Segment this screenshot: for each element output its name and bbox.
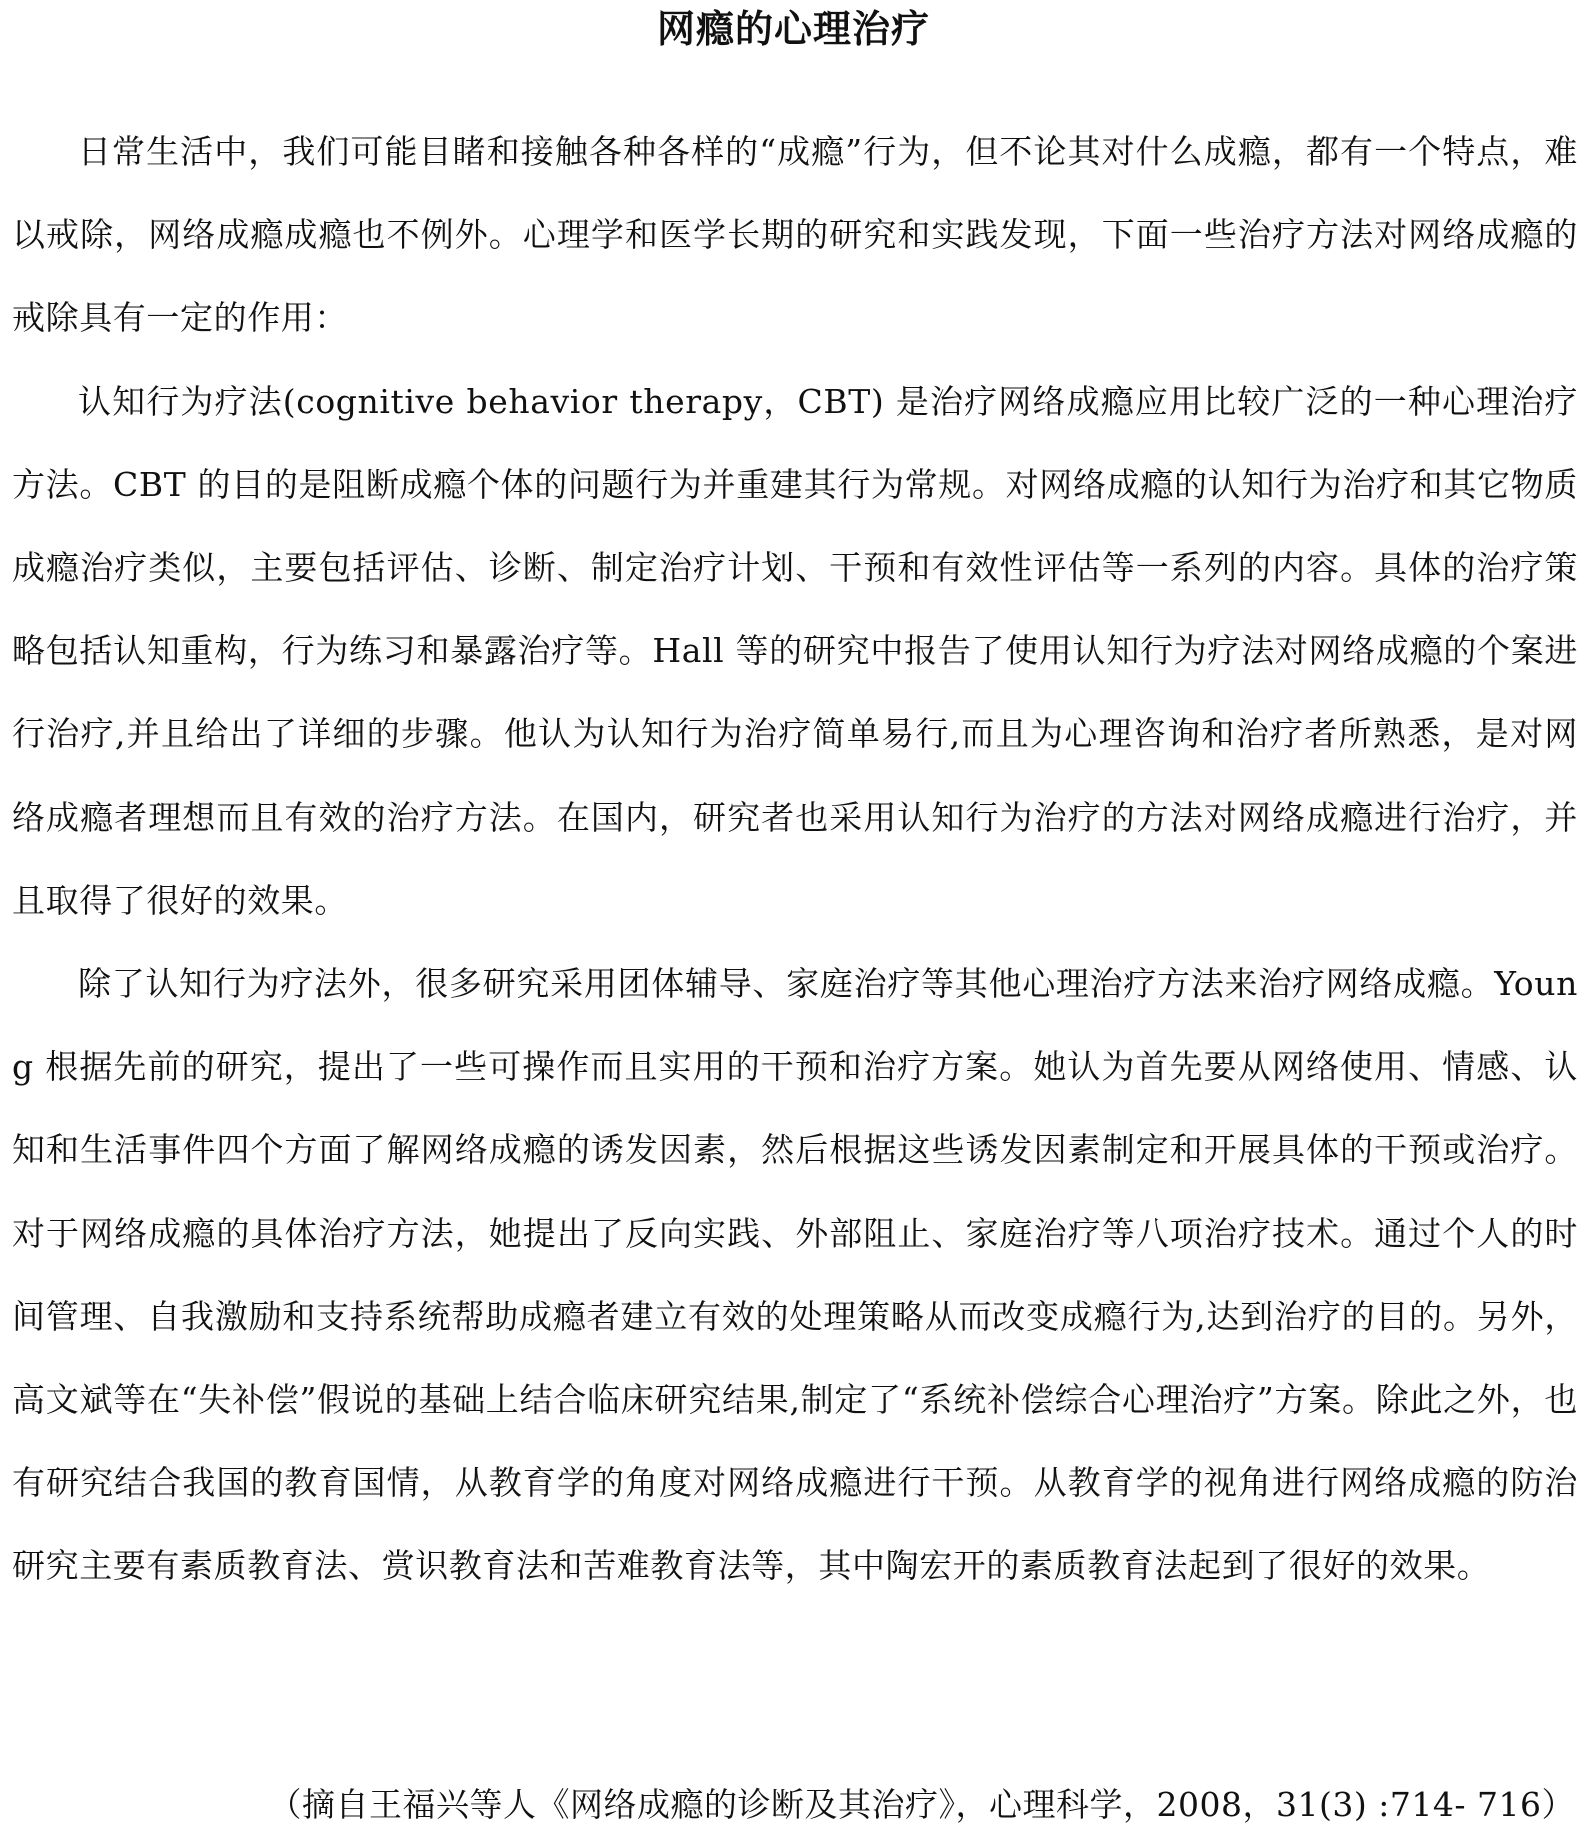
source-citation: （摘自王福兴等人《网络成瘾的诊断及其治疗》，心理科学，2008，31(3) :714- 716）	[268, 1785, 1575, 1824]
document-title: 网瘾的心理治疗	[656, 6, 930, 51]
paragraph-other-therapies: 除了认知行为疗法外，很多研究采用团体辅导、家庭治疗等其他心理治疗方法来治疗网络成瘾。Young 根据先前的研究，提出了一些可操作而且实用的干预和治疗方案。她认为首先要从网络使用、情感、认知和生活事件四个方面了解网络成瘾的诱发因素，然后根据这些诱发因素制定和开展具体的干预或治疗。对于网络成瘾的具体治疗方法，她提出了反向实践、外部阻止、家庭治疗等八项治疗技术。通过个人的时间管理、自我激励和支持系统帮助成瘾者建立有效的处理策略从而改变成瘾行为,达到治疗的目的。另外，高文斌等在“失补偿”假说的基础上结合临床研究结果,制定了“系统补偿综合心理治疗”方案。除此之外，也有研究结合我国的教育国情，从教育学的角度对网络成瘾进行干预。从教育学的视角进行网络成瘾的防治研究主要有素质教育法、赏识教育法和苦难教育法等，其中陶宏开的素质教育法起到了很好的效果。	[12, 964, 1578, 1586]
document-body	[12, 110, 1578, 1608]
paragraph-intro: 日常生活中，我们可能目睹和接触各种各样的“成瘾”行为，但不论其对什么成瘾，都有一个特点，难以戒除，网络成瘾成瘾也不例外。心理学和医学长期的研究和实践发现，下面一些治疗方法对网络成瘾的戒除具有一定的作用：	[12, 132, 1578, 338]
paragraph-cbt: 认知行为疗法(cognitive behavior therapy，CBT) 是治疗网络成瘾应用比较广泛的一种心理治疗方法。CBT 的目的是阻断成瘾个体的问题行为并重建其行为常规。对网络成瘾的认知行为治疗和其它物质成瘾治疗类似，主要包括评估、诊断、制定治疗计划、干预和有效性评估等一系列的内容。具体的治疗策略包括认知重构，行为练习和暴露治疗等。Hall 等的研究中报告了使用认知行为疗法对网络成瘾的个案进行治疗,并且给出了详细的步骤。他认为认知行为治疗简单易行,而且为心理咨询和治疗者所熟悉，是对网络成瘾者理想而且有效的治疗方法。在国内，研究者也采用认知行为治疗的方法对网络成瘾进行治疗，并且取得了很好的效果。	[12, 381, 1578, 920]
